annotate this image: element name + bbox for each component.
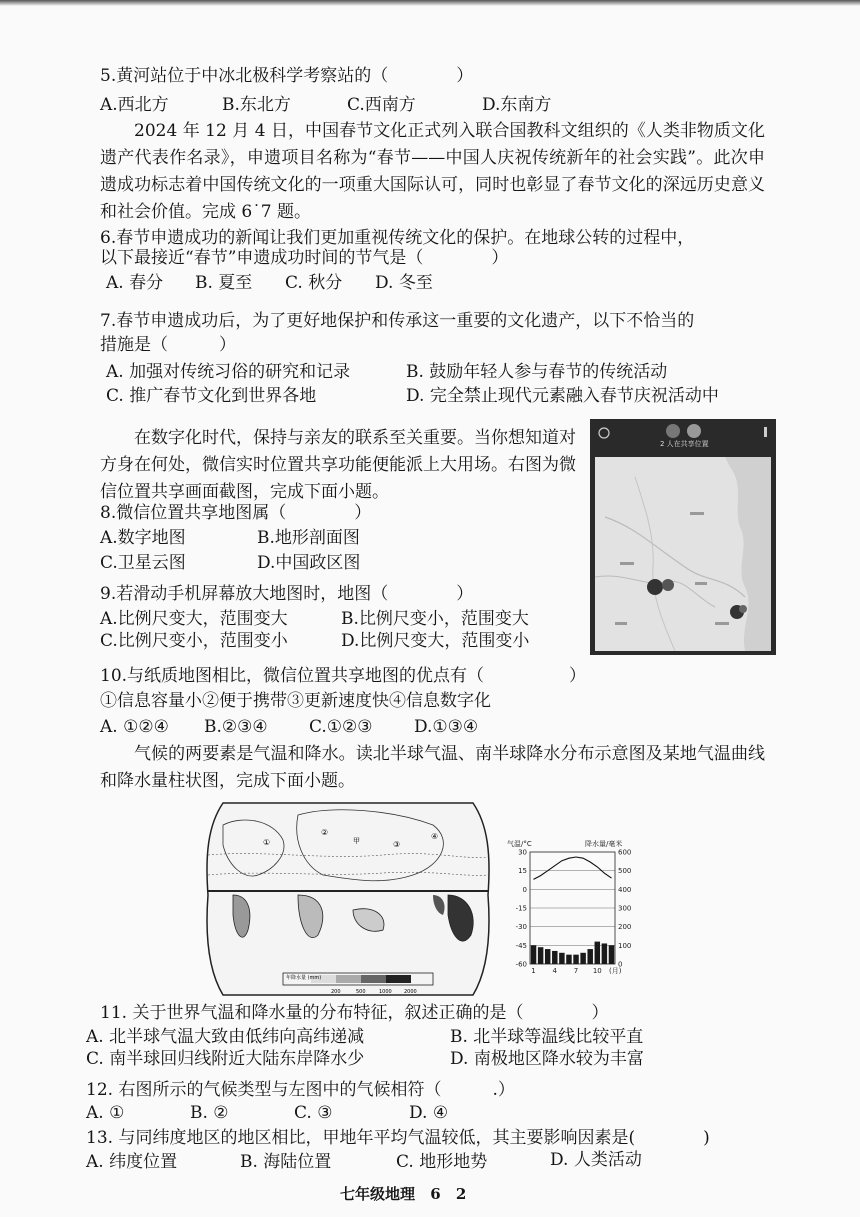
q6-option-a: A. 春分 <box>106 273 164 293</box>
q7-stem-line1: 7.春节申遗成功后，为了更好地保护和传承这一重要的文化遗产，以下不恰当的 <box>100 311 695 331</box>
q5-option-a: A.西北方 <box>100 95 169 115</box>
climate-left-tick: -30 <box>515 923 527 932</box>
q10-option-a: A. ①②④ <box>100 717 169 737</box>
q12-option-a: A. ① <box>86 1103 125 1123</box>
q13-option-b: B. 海陆位置 <box>240 1152 332 1172</box>
q8-option-c: C.卫星云图 <box>100 553 186 573</box>
q9-option-c: C.比例尺变小，范围变小 <box>100 631 288 651</box>
precipitation-bar <box>609 945 614 964</box>
q12-option-c: C. ③ <box>294 1103 333 1123</box>
q8-option-a: A.数字地图 <box>100 528 186 548</box>
q7-stem-line2: 措施是（ ） <box>100 335 236 355</box>
map-label-3: ③ <box>393 840 401 849</box>
map-legend-2000: 2000 <box>404 989 417 995</box>
map-label-1: ① <box>263 838 271 847</box>
climate-left-tick: 0 <box>522 885 527 894</box>
climate-x-tick: 4 <box>552 967 558 975</box>
q13-option-c: C. 地形地势 <box>396 1152 488 1172</box>
climate-left-tick: -45 <box>515 941 527 950</box>
q9-stem: 9.若滑动手机屏幕放大地图时，地图（ ） <box>100 584 474 604</box>
q8-option-d: D.中国政区图 <box>257 553 361 573</box>
q8-stem: 8.微信位置共享地图属（ ） <box>100 503 372 523</box>
precipitation-bar <box>580 953 585 964</box>
map-legend-1000: 1000 <box>379 989 392 995</box>
q12-stem: 12. 右图所示的气候类型与左图中的气候相符（ .） <box>86 1080 515 1100</box>
footer-subject: 七年级地理 <box>340 1185 416 1203</box>
passage-spring-festival: 2024 年 12 月 4 日，中国春节文化正式列入联合国教科文组织的《人类非物质文化遗产代表作名录》，申遗项目名称为“春节——中国人庆祝传统新年的社会实践”。此次申遗成功标志着中国传统文化的一项重大国际认可，同时也彰显了春节文化的深远历史意义和社会价值。完成 6˙7 题。 <box>100 121 765 222</box>
climate-left-title: 气温/°C <box>507 840 532 848</box>
q5-option-d: D.东南方 <box>482 95 552 115</box>
climate-x-tick: 1 <box>531 967 536 975</box>
q11-option-a: A. 北半球气温大致由低纬向高纬递减 <box>86 1027 365 1047</box>
map-legend-title: 年降水量 (mm) <box>286 975 322 981</box>
climate-x-tick: 7 <box>573 967 579 975</box>
passage-wechat: 在数字化时代，保持与亲友的联系至关重要。当你想知道对方身在何处，微信实时位置共享功能便能派上大用场。右图为微信位置共享画面截图，完成下面小题。 <box>100 428 576 502</box>
world-temperature-precipitation-map <box>203 795 493 1003</box>
q7-option-d: D. 完全禁止现代元素融入春节庆祝活动中 <box>406 386 719 406</box>
map-label-4: ④ <box>431 832 439 841</box>
precipitation-bar <box>559 953 564 964</box>
precipitation-bar <box>573 955 578 964</box>
precipitation-bar <box>538 947 543 964</box>
q11-option-b: B. 北半球等温线比较平直 <box>450 1027 644 1047</box>
map-legend-500: 500 <box>356 989 366 995</box>
climate-right-tick: 600 <box>618 848 632 857</box>
climate-left-tick: -60 <box>515 960 527 969</box>
climate-chart <box>505 838 640 980</box>
q6-option-b: B. 夏至 <box>195 273 253 293</box>
precipitation-bar <box>552 951 557 964</box>
map-graphic <box>595 457 771 651</box>
temperature-curve <box>534 857 612 879</box>
climate-right-tick: 0 <box>618 960 623 969</box>
climate-left-tick: 15 <box>518 867 527 876</box>
climate-right-tick: 100 <box>618 941 632 950</box>
scan-edge <box>0 0 860 6</box>
q6-stem-line1: 6.春节申遗成功的新闻让我们更加重视传统文化的保护。在地球公转的过程中， <box>100 228 695 248</box>
q7-option-b: B. 鼓励年轻人参与春节的传统活动 <box>406 362 668 382</box>
map-label-jia: 甲 <box>353 837 360 845</box>
q13-stem: 13. 与同纬度地区的地区相比，甲地年平均气温较低，其主要影响因素是( ) <box>86 1128 710 1148</box>
q10-option-b: B.②③④ <box>204 717 268 737</box>
map-legend-200: 200 <box>331 989 341 995</box>
q6-option-d: D. 冬至 <box>375 273 433 293</box>
q8-option-b: B.地形剖面图 <box>257 528 360 548</box>
q9-option-b: B.比例尺变小，范围变大 <box>341 609 529 629</box>
precipitation-bar <box>587 949 592 964</box>
climate-left-tick: -15 <box>515 904 527 913</box>
q7-option-c: C. 推广春节文化到世界各地 <box>106 386 317 406</box>
precipitation-bar <box>602 943 607 964</box>
precipitation-bar <box>545 949 550 964</box>
map-label-2: ② <box>321 828 329 837</box>
climate-left-tick: 30 <box>518 848 527 857</box>
precipitation-bar <box>566 955 571 964</box>
footer-page-a: 6 <box>430 1185 441 1203</box>
climate-x-tick: 10 <box>592 967 602 975</box>
passage-climate: 气候的两要素是气温和降水。读北半球气温、南半球降水分布示意图及某地气温曲线和降水量柱状图，完成下面小题。 <box>100 744 765 791</box>
footer-page-b: 2 <box>455 1185 467 1203</box>
q11-option-c: C. 南半球回归线附近大陆东岸降水少 <box>86 1049 365 1069</box>
q6-option-c: C. 秋分 <box>285 273 343 293</box>
q9-option-d: D.比例尺变大，范围变小 <box>341 631 530 651</box>
climate-right-tick: 500 <box>618 867 632 876</box>
q5-option-c: C.西南方 <box>347 95 416 115</box>
wechat-location-screenshot <box>590 419 776 655</box>
q11-stem: 11. 关于世界气温和降水量的分布特征，叙述正确的是（ ） <box>100 1003 609 1023</box>
q10-stem: 10.与纸质地图相比，微信位置共享地图的优点有（ ） <box>100 666 587 686</box>
q7-option-a: A. 加强对传统习俗的研究和记录 <box>106 362 351 382</box>
q6-stem-line2: 以下最接近“春节”申遗成功时间的节气是（ ） <box>100 248 509 268</box>
q10-option-c: C.①②③ <box>309 717 373 737</box>
share-header: 2 人在共享位置 <box>660 440 709 448</box>
climate-right-title: 降水量/毫米 <box>585 840 623 848</box>
q13-option-d: D. 人类活动 <box>550 1150 642 1170</box>
q12-option-b: B. ② <box>190 1103 229 1123</box>
q12-option-d: D. ④ <box>409 1103 449 1123</box>
climate-right-tick: 300 <box>618 904 632 913</box>
q10-items: ①信息容量小②便于携带③更新速度快④信息数字化 <box>100 691 491 711</box>
q9-option-a: A.比例尺变大，范围变大 <box>100 609 288 629</box>
precipitation-bar <box>531 945 536 964</box>
q10-option-d: D.①③④ <box>414 717 479 737</box>
precipitation-bar <box>595 942 600 964</box>
climate-x-unit: (月) <box>609 967 622 975</box>
q13-option-a: A. 纬度位置 <box>86 1152 178 1172</box>
q5-option-b: B.东北方 <box>222 95 291 115</box>
q5-stem: 5.黄河站位于中冰北极科学考察站的（ ） <box>100 66 474 86</box>
map-view[interactable] <box>595 457 771 651</box>
climate-right-tick: 400 <box>618 885 632 894</box>
q11-option-d: D. 南极地区降水较为丰富 <box>450 1049 644 1069</box>
page-footer <box>340 1183 476 1204</box>
climate-right-tick: 200 <box>618 923 632 932</box>
